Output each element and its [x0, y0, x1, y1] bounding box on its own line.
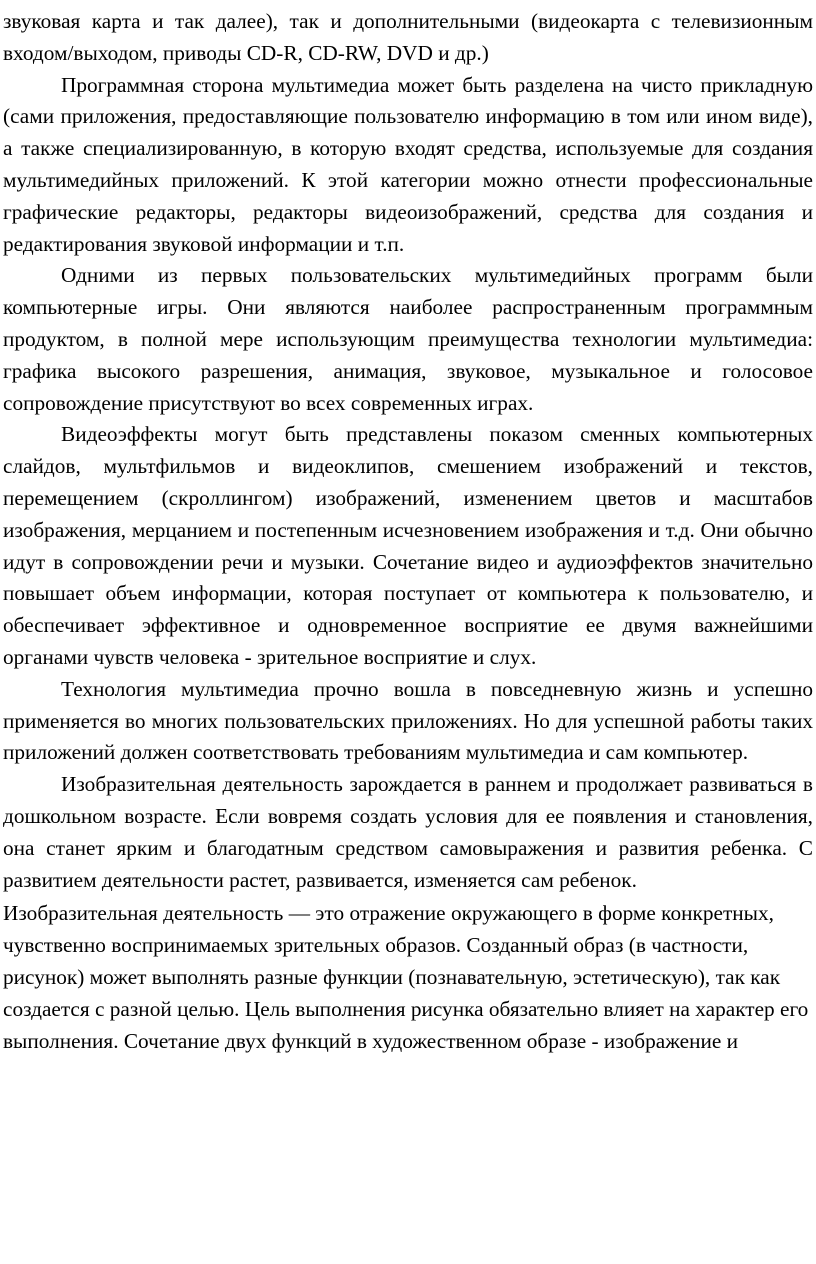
paragraph-visual-activity-intro: Изобразительная деятельность зарождается в раннем и продолжает развиваться в дошкольном возрасте. Если вовремя создать условия для ее появления и становления, она станет ярким и благодатным средством самовыражения и развития ребенка. С развитием деятельности растет, развивается, изменяется сам ребенок.: [3, 772, 813, 892]
paragraph-visual-activity-definition: Изобразительная деятельность — это отражение окружающего в форме конкретных, чувственно воспринимаемых зрительных образов. Созданный образ (в частности, рисунок) может выполнять разные функции (познавательную, эстетическую), так как создается с разной целью. Цель выполнения рисунка обязательно влияет на характер его выполнения. Сочетание двух функций в художественном образе - изображение и: [3, 901, 809, 1053]
paragraph-video-effects: Видеоэффекты могут быть представлены показом сменных компьютерных слайдов, мультфильмов и видеоклипов, смешением изображений и текстов, перемещением (скроллингом) изображений, изменением цветов и масштабов изображения, мерцанием и постепенным исчезновением изображения и т.д. Они обычно идут в сопровождении речи и музыки. Сочетание видео и аудиоэффектов значительно повышает объем информации, которая поступает от компьютера к пользователю, и обеспечивает эффективное и одновременное восприятие ее двумя важнейшими органами чувств человека - зрительное восприятие и слух.: [3, 422, 813, 669]
paragraph-computer-games: Одними из первых пользовательских мультимедийных программ были компьютерные игры. Они являются наиболее распространенным программным продуктом, в полной мере использующим преимущества технологии мультимедиа: графика высокого разрешения, анимация, звуковое, музыкальное и голосовое сопровождение присутствуют во всех современных играх.: [3, 263, 813, 415]
paragraph-multimedia-software: Программная сторона мультимедиа может быть разделена на чисто прикладную (сами приложения, предоставляющие пользователю информацию в том или ином виде), а также специализированную, в которую входят средства, используемые для создания мультимедийных приложений. К этой категории можно отнести профессиональные графические редакторы, редакторы видеоизображений, средства для создания и редактирования звуковой информации и т.п.: [3, 72, 813, 256]
paragraph-multimedia-technology: Технология мультимедиа прочно вошла в повседневную жизнь и успешно применяется во многих пользовательских приложениях. Но для успешной работы таких приложений должен соответствовать требованиям мультимедиа и сам компьютер.: [3, 676, 813, 765]
paragraph-continuation: звуковая карта и так далее), так и дополнительными (видеокарта с телевизионным входом/выходом, приводы CD-R, CD-RW, DVD и др.): [3, 9, 813, 65]
